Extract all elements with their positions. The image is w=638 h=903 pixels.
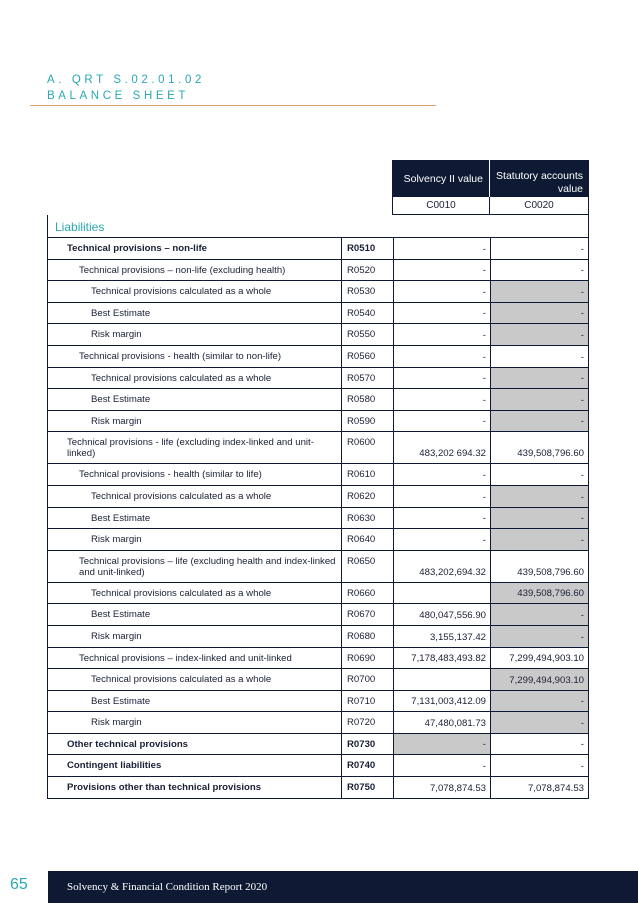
solvency-value-cell: -: [393, 324, 490, 345]
column-code-c0010: C0010: [392, 197, 489, 215]
row-code: R0610: [341, 464, 393, 485]
solvency-value-cell: -: [393, 411, 490, 432]
row-label: Best Estimate: [91, 512, 151, 524]
statutory-value-cell: -: [490, 281, 588, 302]
table-row: [48, 733, 588, 755]
statutory-value-cell: -: [490, 411, 588, 432]
solvency-value-cell: 7,078,874.53: [393, 777, 490, 798]
statutory-value-cell: -: [490, 529, 588, 550]
statutory-value-cell: -: [490, 734, 588, 755]
column-header-solvency: Solvency II value: [392, 160, 489, 197]
table-row: [48, 410, 588, 432]
row-label: Best Estimate: [91, 307, 151, 319]
solvency-value-cell: -: [393, 238, 490, 259]
row-label: Risk margin: [91, 717, 142, 729]
row-code: R0510: [341, 238, 393, 259]
table-row: [48, 237, 588, 259]
solvency-value-cell: -: [393, 529, 490, 550]
row-code: R0560: [341, 346, 393, 367]
row-label: Technical provisions - health (similar to non-life): [79, 350, 282, 362]
statutory-value-cell: -: [490, 464, 588, 485]
heading-line-1: A. QRT S.02.01.02: [47, 74, 205, 86]
row-code: R0630: [341, 508, 393, 529]
row-label: Technical provisions – non-life (excluding health): [79, 264, 286, 276]
section-heading: [47, 72, 205, 104]
statutory-value-cell: 7,299,494,903.10: [490, 669, 588, 690]
statutory-value-cell: -: [490, 712, 588, 733]
row-code: R0740: [341, 755, 393, 776]
statutory-value-cell: -: [490, 368, 588, 389]
statutory-value-cell: -: [490, 508, 588, 529]
row-code: R0580: [341, 389, 393, 410]
table-row: [48, 485, 588, 507]
heading-line-2: BALANCE SHEET: [47, 90, 190, 102]
table-row: [48, 625, 588, 647]
table-row: [48, 463, 588, 485]
table-row: [48, 528, 588, 550]
footer-bar: [48, 871, 638, 903]
row-code: R0530: [341, 281, 393, 302]
row-label: Best Estimate: [91, 695, 151, 707]
row-code: R0690: [341, 648, 393, 669]
row-label: Technical provisions calculated as a whole: [91, 286, 272, 298]
row-code: R0750: [341, 777, 393, 798]
row-code: R0550: [341, 324, 393, 345]
solvency-value-cell: -: [393, 486, 490, 507]
statutory-value-cell: -: [490, 755, 588, 776]
table-row: [48, 603, 588, 625]
statutory-value-cell: -: [490, 324, 588, 345]
row-code: R0710: [341, 691, 393, 712]
table-row: [48, 690, 588, 712]
solvency-value-cell: 483,202,694.32: [393, 551, 490, 582]
table-row: [48, 668, 588, 690]
row-label: Other technical provisions: [67, 738, 189, 750]
footer-title: Solvency & Financial Condition Report 2020: [67, 881, 268, 893]
statutory-value-cell: -: [490, 604, 588, 625]
solvency-value-cell: -: [393, 368, 490, 389]
table-row: [48, 280, 588, 302]
row-label: Technical provisions – life (excluding health and index-linked and unit-linked): [79, 555, 336, 578]
heading-divider: [30, 105, 436, 106]
solvency-value-cell: [393, 669, 490, 690]
row-code: R0660: [341, 583, 393, 604]
row-code: R0680: [341, 626, 393, 647]
table-row: [48, 507, 588, 529]
solvency-value-cell: 483,202 694.32: [393, 432, 490, 463]
row-code: R0670: [341, 604, 393, 625]
row-code: R0640: [341, 529, 393, 550]
statutory-value-cell: -: [490, 486, 588, 507]
table-row: [48, 754, 588, 776]
table-row: [48, 647, 588, 669]
statutory-value-cell: -: [490, 626, 588, 647]
row-label: Technical provisions – non-life: [67, 243, 208, 254]
page-number: 65: [10, 876, 28, 893]
solvency-value-cell: -: [393, 734, 490, 755]
solvency-value-cell: -: [393, 281, 490, 302]
table-row: [48, 776, 588, 798]
statutory-value-cell: -: [490, 260, 588, 281]
solvency-value-cell: 7,131,003,412.09: [393, 691, 490, 712]
row-code: R0590: [341, 411, 393, 432]
table-row: [48, 302, 588, 324]
row-label: Risk margin: [91, 630, 142, 642]
solvency-value-cell: 480,047,556.90: [393, 604, 490, 625]
solvency-value-cell: 47,480,081.73: [393, 712, 490, 733]
table-row: [48, 323, 588, 345]
row-label: Risk margin: [91, 329, 142, 341]
table-row: [48, 582, 588, 604]
table-row: [48, 431, 588, 463]
statutory-value-cell: -: [490, 691, 588, 712]
statutory-value-cell: 439,508,796.60: [490, 551, 588, 582]
row-code: R0650: [341, 551, 393, 582]
statutory-value-cell: -: [490, 303, 588, 324]
table-row: [48, 388, 588, 410]
row-label: Risk margin: [91, 534, 142, 546]
statutory-value-cell: -: [490, 238, 588, 259]
row-label: Technical provisions – index-linked and unit-linked: [79, 652, 292, 664]
row-code: R0570: [341, 368, 393, 389]
statutory-value-cell: 439,508,796.60: [490, 583, 588, 604]
statutory-value-cell: 439,508,796.60: [490, 432, 588, 463]
row-label: Risk margin: [91, 415, 142, 427]
table-row: [48, 550, 588, 582]
row-label: Best Estimate: [91, 609, 151, 621]
column-code-c0020: C0020: [489, 197, 589, 215]
row-code: R0620: [341, 486, 393, 507]
column-header-statutory: Statutory accounts value: [490, 160, 589, 197]
table-row: [48, 259, 588, 281]
table-row: [48, 367, 588, 389]
section-label-liabilities: Liabilities: [55, 220, 105, 234]
solvency-value-cell: -: [393, 508, 490, 529]
row-code: R0700: [341, 669, 393, 690]
statutory-value-cell: 7,078,874.53: [490, 777, 588, 798]
row-label: Technical provisions calculated as a whole: [91, 372, 272, 384]
row-code: R0720: [341, 712, 393, 733]
solvency-value-cell: -: [393, 464, 490, 485]
row-code: R0730: [341, 734, 393, 755]
solvency-value-cell: -: [393, 346, 490, 367]
row-label: Technical provisions calculated as a whole: [91, 587, 272, 599]
row-code: R0540: [341, 303, 393, 324]
balance-sheet-table: [47, 215, 589, 799]
solvency-value-cell: 7,178,483,493.82: [393, 648, 490, 669]
statutory-value-cell: 7,299,494,903.10: [490, 648, 588, 669]
row-code: R0520: [341, 260, 393, 281]
solvency-value-cell: [393, 583, 490, 604]
row-label: Contingent liabilities: [67, 760, 162, 772]
solvency-value-cell: -: [393, 755, 490, 776]
table-row: [48, 711, 588, 733]
row-label: Technical provisions - health (similar to life): [79, 469, 262, 481]
table-row: [48, 345, 588, 367]
solvency-value-cell: -: [393, 260, 490, 281]
solvency-value-cell: -: [393, 303, 490, 324]
row-label: Technical provisions - life (excluding index-linked and unit-linked): [67, 437, 314, 460]
row-label: Provisions other than technical provisions: [67, 782, 262, 794]
statutory-value-cell: -: [490, 389, 588, 410]
solvency-value-cell: -: [393, 389, 490, 410]
solvency-value-cell: 3,155,137.42: [393, 626, 490, 647]
row-label: Technical provisions calculated as a whole: [91, 674, 272, 686]
row-label: Technical provisions calculated as a whole: [91, 490, 272, 502]
row-label: Best Estimate: [91, 394, 151, 406]
row-code: R0600: [341, 432, 393, 463]
statutory-value-cell: -: [490, 346, 588, 367]
